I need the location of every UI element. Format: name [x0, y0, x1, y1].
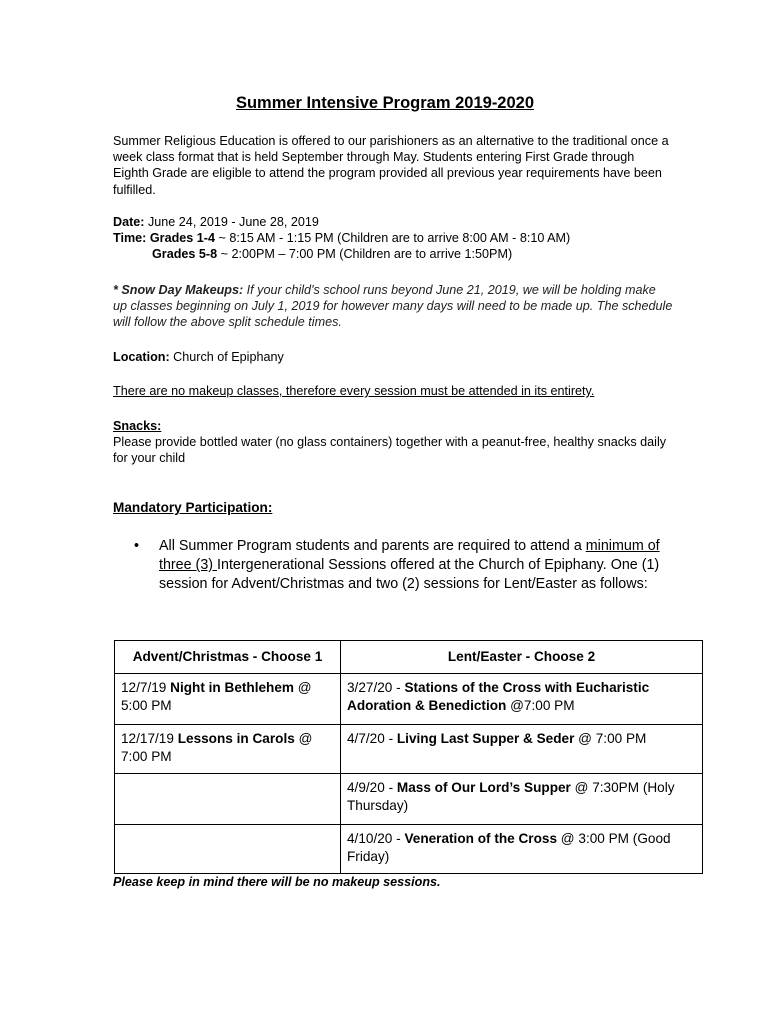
- date-label: Date:: [113, 215, 145, 229]
- mandatory-heading: Mandatory Participation:: [113, 500, 273, 515]
- cell-event: Veneration of the Cross: [404, 831, 558, 846]
- table-row: [115, 725, 703, 774]
- bullet-icon: •: [134, 538, 140, 554]
- cell-date: 4/9/20 -: [347, 780, 397, 795]
- location-label: Location:: [113, 350, 170, 364]
- advent-header: Advent/Christmas - Choose 1: [115, 641, 341, 674]
- cell-date: 4/10/20 -: [347, 831, 405, 846]
- snacks-label: Snacks:: [113, 419, 162, 433]
- cell-date: 12/7/19: [121, 680, 171, 695]
- cell-date: 4/7/20 -: [347, 731, 397, 746]
- cell-date: 12/17/19: [121, 731, 178, 746]
- time-label: Time:: [113, 231, 147, 246]
- location-value: Church of Epiphany: [173, 350, 284, 364]
- snow-day-paragraph: [113, 282, 673, 331]
- cell-time: @7:00 PM: [506, 697, 575, 713]
- grades-5-8-time: ~ 2:00PM – 7:00 PM (Children are to arrive 1:50PM): [217, 247, 513, 262]
- location-line: [113, 349, 673, 365]
- cell-time: @ 7:30PM (Holy Thursday): [347, 780, 675, 813]
- grades-1-4-label: Grades 1-4: [149, 231, 215, 246]
- grades-5-8-label: Grades 5-8: [152, 247, 218, 262]
- cell-time: @ 7:00 PM: [574, 731, 647, 746]
- mandatory-text-underlined: minimum of three (3): [159, 538, 660, 573]
- table-header-row: [115, 641, 703, 674]
- table-row: [115, 774, 703, 825]
- date-value: June 24, 2019 - June 28, 2019: [148, 215, 319, 229]
- table-row: [115, 825, 703, 874]
- cell-event: Stations of the Cross with Eucharistic Adoration & Benediction: [347, 680, 650, 713]
- date-line: [113, 214, 673, 230]
- footer-note: Please keep in mind there will be no makeup sessions.: [113, 875, 441, 889]
- mandatory-text-a: All Summer Program students and parents are required to attend a: [159, 538, 586, 554]
- advent-cell-empty: [115, 825, 341, 874]
- page-title: Summer Intensive Program 2019-2020: [235, 94, 535, 112]
- cell-event: Lessons in Carols: [177, 731, 295, 746]
- sessions-table: [114, 640, 703, 874]
- lent-header: Lent/Easter - Choose 2: [341, 641, 703, 674]
- no-makeup-notice: There are no makeup classes, therefore every session must be attended in its entirety.: [113, 384, 595, 398]
- intro-paragraph: Summer Religious Education is offered to our parishioners as an alternative to the traditional once a week class format that is held September through May. Students entering First Grade through Eighth Grade are eligible to attend the program provided all previous year requirements have been fulfilled.: [113, 134, 669, 197]
- mandatory-text: [159, 537, 674, 594]
- lent-cell: [341, 825, 703, 874]
- cell-event: Mass of Our Lord’s Supper: [396, 780, 571, 795]
- cell-event: Night in Bethlehem: [170, 680, 294, 695]
- snacks-section: [113, 418, 673, 467]
- time-line-1: [113, 230, 673, 246]
- cell-time: @ 3:00 PM (Good Friday): [347, 831, 671, 864]
- snacks-text: Please provide bottled water (no glass containers) together with a peanut-free, healthy snacks daily for your child: [113, 435, 667, 466]
- advent-cell: [115, 725, 341, 774]
- lent-cell: [341, 674, 703, 725]
- grades-1-4-time: ~ 8:15 AM - 1:15 PM (Children are to arrive 8:00 AM - 8:10 AM): [214, 231, 571, 246]
- table-row: [115, 674, 703, 725]
- advent-cell-empty: [115, 774, 341, 825]
- lent-cell: [341, 774, 703, 825]
- advent-cell: [115, 674, 341, 725]
- cell-time: @ 5:00 PM: [121, 680, 312, 713]
- cell-event: Living Last Supper & Seder: [396, 731, 575, 746]
- mandatory-text-b: Intergenerational Sessions offered at the Church of Epiphany. One (1) session for Advent/Christmas and two (2) sessions for Lent/Easter as follows:: [159, 557, 660, 592]
- time-line-2: [113, 246, 673, 262]
- cell-time: @ 7:00 PM: [121, 731, 313, 764]
- snow-day-label: * Snow Day Makeups:: [113, 283, 244, 297]
- lent-cell: [341, 725, 703, 774]
- snow-day-text: If your child's school runs beyond June 21, 2019, we will be holding make up classes beginning on July 1, 2019 for however many days will need to be made up. The schedule will follow the above split schedule times.: [113, 283, 673, 330]
- schedule-details: [113, 214, 673, 263]
- cell-date: 3/27/20 -: [347, 680, 405, 695]
